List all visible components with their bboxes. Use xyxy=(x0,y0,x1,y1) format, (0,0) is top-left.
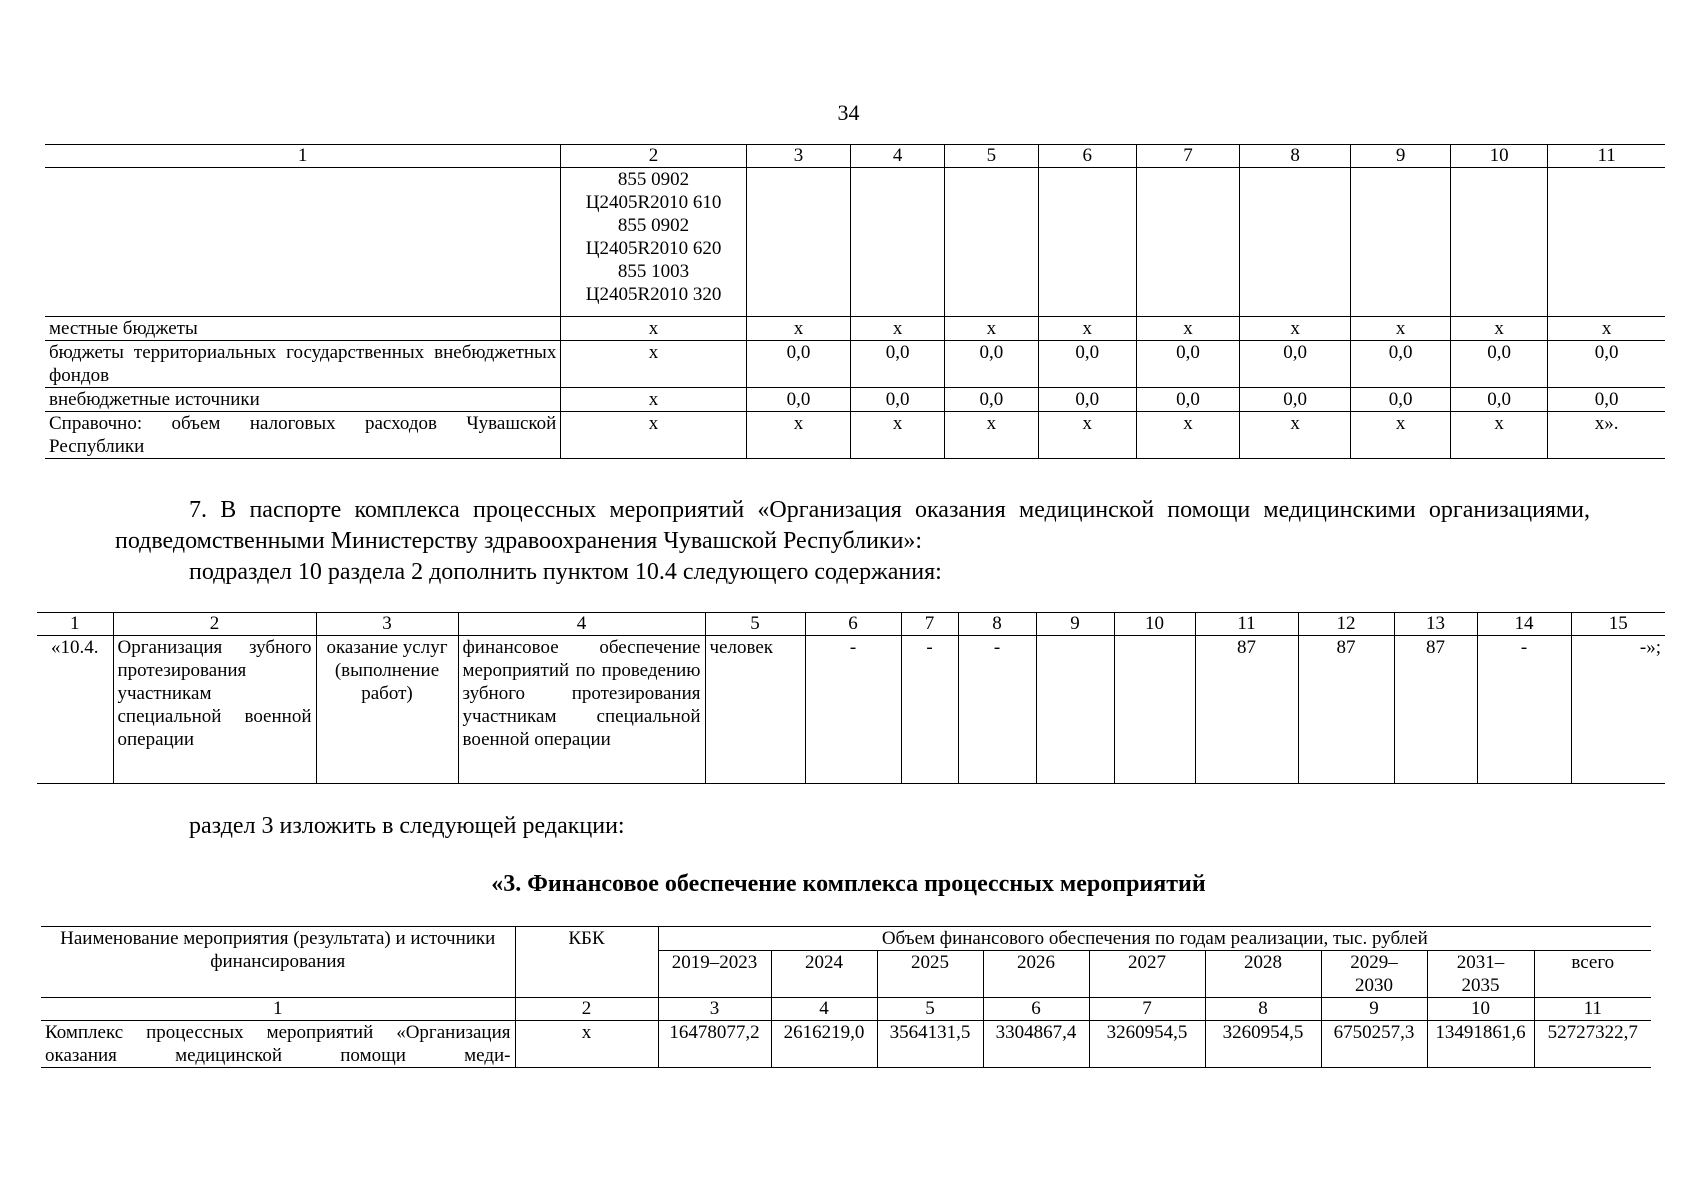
value-cell: x xyxy=(746,317,850,341)
item-number-cell: «10.4. xyxy=(37,636,113,784)
kbk-line: Ц2405R2010 320 xyxy=(585,284,722,305)
value-cell: x xyxy=(944,317,1038,341)
column-number: 14 xyxy=(1477,613,1571,636)
value-cell: x xyxy=(1038,317,1136,341)
kbk-column-header: КБК xyxy=(515,927,658,998)
amendment-paragraph: раздел 3 изложить в следующей редакции: xyxy=(189,813,625,839)
funding-sources-table xyxy=(45,144,1665,459)
column-number: 7 xyxy=(1136,145,1239,168)
column-number: 8 xyxy=(1240,145,1351,168)
value-cell: 3564131,5 xyxy=(877,1021,983,1068)
column-number: 4 xyxy=(851,145,945,168)
year-column-header: 2019–2023 xyxy=(658,951,771,998)
table-header-row xyxy=(41,998,1651,1021)
result-type-cell: оказание услуг (выполнение работ) xyxy=(316,636,458,784)
value-cell xyxy=(1136,168,1239,317)
name-cell: бюджеты территориальных государственных внебюджетных фондов xyxy=(45,341,561,388)
value-cell: x». xyxy=(1548,412,1665,459)
section-heading: «3. Финансовое обеспечение комплекса процессных мероприятий xyxy=(491,871,1206,897)
value-cell: 0,0 xyxy=(1240,388,1351,412)
value-cell: 0,0 xyxy=(1548,341,1665,388)
kbk-cell: x xyxy=(515,1021,658,1068)
value-cell: 0,0 xyxy=(851,388,945,412)
column-number: 3 xyxy=(316,613,458,636)
value-cell: x xyxy=(1351,317,1451,341)
column-number: 2 xyxy=(561,145,746,168)
value-cell xyxy=(1548,168,1665,317)
name-cell: Комплекс процессных мероприятий «Организация оказания медицинской помощи меди- xyxy=(41,1021,515,1068)
value-cell: 3260954,5 xyxy=(1205,1021,1321,1068)
value-cell: x xyxy=(1136,412,1239,459)
kbk-line: 855 1003 xyxy=(617,261,690,282)
year-column-header: 2025 xyxy=(877,951,983,998)
value-cell: x xyxy=(561,341,746,388)
kbk-cell xyxy=(561,168,746,317)
year-column-header: 2024 xyxy=(771,951,877,998)
financial-support-table xyxy=(41,926,1651,1068)
value-cell: 0,0 xyxy=(944,341,1038,388)
value-cell: 0,0 xyxy=(944,388,1038,412)
year-column-header: 2026 xyxy=(983,951,1089,998)
table-row xyxy=(37,636,1665,784)
value-cell: 0,0 xyxy=(1038,388,1136,412)
column-number: 5 xyxy=(877,998,983,1021)
result-item-table xyxy=(37,612,1665,784)
column-number: 11 xyxy=(1195,613,1298,636)
column-number: 15 xyxy=(1571,613,1665,636)
column-number: 7 xyxy=(1089,998,1205,1021)
name-cell: местные бюджеты xyxy=(45,317,561,341)
column-number: 4 xyxy=(771,998,877,1021)
value-cell: x xyxy=(1240,412,1351,459)
year-column-header: всего xyxy=(1534,951,1651,998)
value-cell: x xyxy=(1548,317,1665,341)
value-cell: 13491861,6 xyxy=(1427,1021,1534,1068)
value-cell: 3260954,5 xyxy=(1089,1021,1205,1068)
value-cell: 6750257,3 xyxy=(1321,1021,1427,1068)
value-cell: 16478077,2 xyxy=(658,1021,771,1068)
value-cell: 0,0 xyxy=(1136,388,1239,412)
value-cell: - xyxy=(958,636,1036,784)
table-row xyxy=(45,168,1665,317)
value-cell xyxy=(944,168,1038,317)
value-cell: x xyxy=(1240,317,1351,341)
value-cell xyxy=(1036,636,1114,784)
volume-column-header: Объем финансового обеспечения по годам реализации, тыс. рублей xyxy=(658,927,1651,951)
value-cell: - xyxy=(805,636,901,784)
table-row xyxy=(45,388,1665,412)
value-cell: x xyxy=(1451,317,1548,341)
column-number: 6 xyxy=(983,998,1089,1021)
kbk-line: Ц2405R2010 620 xyxy=(585,238,722,259)
table-header-row xyxy=(41,927,1651,951)
kbk-line: Ц2405R2010 610 xyxy=(585,192,722,213)
result-name-cell: Организация зубного протезирования участникам специальной военной операции xyxy=(113,636,316,784)
column-number: 12 xyxy=(1298,613,1394,636)
column-number: 11 xyxy=(1548,145,1665,168)
value-cell: 0,0 xyxy=(1240,341,1351,388)
table-header-row xyxy=(45,145,1665,168)
column-number: 10 xyxy=(1451,145,1548,168)
value-cell: 0,0 xyxy=(746,341,850,388)
table-row xyxy=(45,317,1665,341)
value-cell xyxy=(746,168,850,317)
value-cell: 87 xyxy=(1394,636,1477,784)
column-number: 9 xyxy=(1321,998,1427,1021)
value-cell: x xyxy=(561,412,746,459)
table-row xyxy=(45,341,1665,388)
value-cell: x xyxy=(944,412,1038,459)
column-number: 9 xyxy=(1351,145,1451,168)
column-number: 5 xyxy=(705,613,805,636)
value-cell: 87 xyxy=(1195,636,1298,784)
value-cell: - xyxy=(901,636,958,784)
kbk-line: 855 0902 xyxy=(617,169,690,190)
amendment-paragraph: подраздел 10 раздела 2 дополнить пунктом 10.4 следующего содержания: xyxy=(189,559,942,585)
value-cell: 87 xyxy=(1298,636,1394,784)
value-cell: x xyxy=(851,317,945,341)
value-cell: 3304867,4 xyxy=(983,1021,1089,1068)
column-number: 1 xyxy=(37,613,113,636)
value-cell: 2616219,0 xyxy=(771,1021,877,1068)
column-number: 13 xyxy=(1394,613,1477,636)
value-cell: x xyxy=(1451,412,1548,459)
value-cell: x xyxy=(1136,317,1239,341)
value-cell xyxy=(1451,168,1548,317)
value-cell xyxy=(1038,168,1136,317)
value-cell xyxy=(1351,168,1451,317)
value-cell: x xyxy=(1351,412,1451,459)
table-row xyxy=(45,412,1665,459)
value-cell: 0,0 xyxy=(1451,341,1548,388)
column-number: 7 xyxy=(901,613,958,636)
year-column-header: 2029–2030 xyxy=(1321,951,1427,998)
value-cell: - xyxy=(1477,636,1571,784)
table-header-row xyxy=(37,613,1665,636)
value-cell: 0,0 xyxy=(851,341,945,388)
value-cell: 0,0 xyxy=(1351,388,1451,412)
column-number: 1 xyxy=(45,145,561,168)
column-number: 5 xyxy=(944,145,1038,168)
column-number: 3 xyxy=(746,145,850,168)
value-cell xyxy=(851,168,945,317)
table-row xyxy=(41,1021,1651,1068)
value-cell: -»; xyxy=(1571,636,1665,784)
column-number: 10 xyxy=(1114,613,1195,636)
value-cell: 0,0 xyxy=(1451,388,1548,412)
column-number: 2 xyxy=(515,998,658,1021)
characteristic-cell: финансовое обеспечение мероприятий по проведению зубного протезирования участникам специальной военной операции xyxy=(458,636,705,784)
value-cell: x xyxy=(746,412,850,459)
unit-cell: человек xyxy=(705,636,805,784)
column-number: 3 xyxy=(658,998,771,1021)
value-cell: 52727322,7 xyxy=(1534,1021,1651,1068)
value-cell: x xyxy=(851,412,945,459)
page-number: 34 xyxy=(837,100,860,125)
amendment-paragraph: 7. В паспорте комплекса процессных мероприятий «Организация оказания медицинской помощи медицинскими организациями, подведомственными Министерству здравоохранения Чувашской Республики»: xyxy=(115,497,1590,554)
name-cell xyxy=(45,168,561,317)
value-cell: 0,0 xyxy=(1038,341,1136,388)
year-column-header: 2031–2035 xyxy=(1427,951,1534,998)
value-cell: 0,0 xyxy=(1548,388,1665,412)
kbk-line: 855 0902 xyxy=(617,215,690,236)
column-number: 4 xyxy=(458,613,705,636)
year-column-header: 2027 xyxy=(1089,951,1205,998)
column-number: 2 xyxy=(113,613,316,636)
column-number: 9 xyxy=(1036,613,1114,636)
value-cell xyxy=(1114,636,1195,784)
column-number: 6 xyxy=(805,613,901,636)
column-number: 10 xyxy=(1427,998,1534,1021)
year-column-header: 2028 xyxy=(1205,951,1321,998)
value-cell: x xyxy=(561,317,746,341)
column-number: 1 xyxy=(41,998,515,1021)
column-number: 6 xyxy=(1038,145,1136,168)
column-number: 8 xyxy=(1205,998,1321,1021)
name-cell: внебюджетные источники xyxy=(45,388,561,412)
column-number: 11 xyxy=(1534,998,1651,1021)
name-cell: Справочно: объем налоговых расходов Чувашской Республики xyxy=(45,412,561,459)
value-cell xyxy=(1240,168,1351,317)
column-number: 8 xyxy=(958,613,1036,636)
value-cell: x xyxy=(561,388,746,412)
value-cell: x xyxy=(1038,412,1136,459)
value-cell: 0,0 xyxy=(1136,341,1239,388)
value-cell: 0,0 xyxy=(746,388,850,412)
name-column-header: Наименование мероприятия (результата) и источники финансирования xyxy=(41,927,515,998)
value-cell: 0,0 xyxy=(1351,341,1451,388)
